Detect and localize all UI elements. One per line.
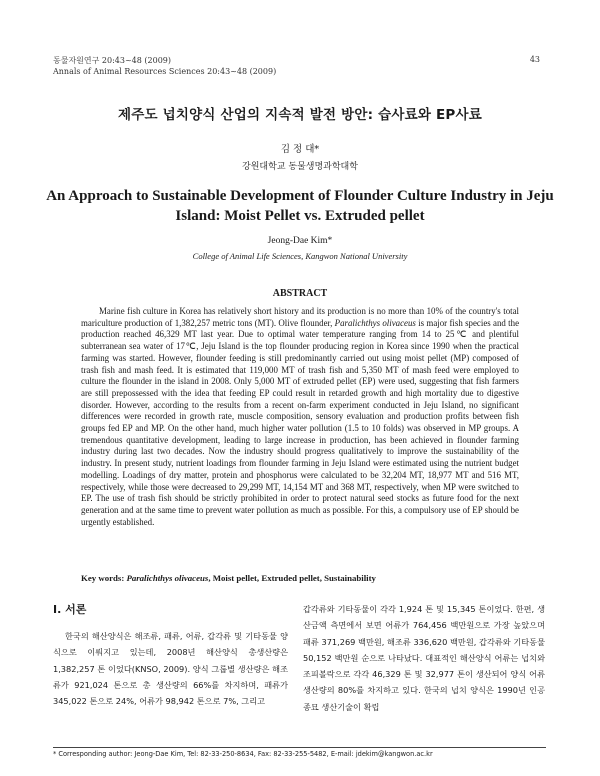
abstract-text-2: is major fish species and the production reached 46,329 MT last year. Due to optimal water temperature ranging from 14 to 25℃ and plentiful subterranean sea water of 17℃, Jeju Island is the top flounder producing region in Korea since 1990 when the practical farming was started. However, flounder feeding is still predominantly carried out using moist pellet (MP) composed of trash fish and mash feed. It is estimated that 119,000 MT of trash fish and 5,350 MT of mash feed were employed to culture the flounder in the island in 2008. Only 5,000 MT of extruded pellet (EP) were used, suggesting that fish farmers are still prepossessed with the idea that feeding EP could result in retarded growth and high mortality due to digestive disorder. However, according to the results from a recent on-farm experiment conducted in Jeju Island, no significant differences were recorded in growth rate, muscle composition, sensory evaluation and production profits between fish groups fed EP and MP. On the other hand, much higher water pollution (1.5 to 10 folds) was observed in MP groups. A tremendous quantitative development, leading to large increase in production, has been achieved in flounder farming industry during last two decades. Now the industry should progress qualitatively to improve the sustainability of the industry. In present study, nutrient loadings from flounder farming in Jeju Island were estimated using the nutrient budget modelling. Loadings of dry matter, protein and phosphorus were calculated to be 32,204 MT, 18,977 MT and 516 MT, respectively, while those were decreased to 29,299 MT, 14,154 MT and 368 MT, respectively, when MP were switched to EP. The use of trash fish should be strictly prohibited in order to protect natural seed stocks as future food for the next generation and at the same time to prevent water pollution as much as possible. For this, a compulsory use of EP should be urgently established. <box>81 317 520 527</box>
intro-right-column: 갑각류와 기타동물이 각각 1,924 톤 및 15,345 톤이었다. 한편, 생산금액 측면에서 보면 어류가 764,456 백만원으로 가장 높았으며 패류 371,269 백만원, 해조류 336,620 백만원, 갑각류와 기타동물 50,152 백만원 순으로 나타났다. 대표적인 해산양식 어류는 넙치와 조피볼락으로 각각 46,329 톤 및 32,977 톤이 생산되어 양식 어류 생산량의 80%를 차지하고 있다. 한국의 넙치 양식은 1990년 인공종묘 생산기술이 확립 <box>303 604 545 712</box>
section-heading-intro: Ⅰ. 서론 <box>53 603 87 616</box>
korean-author: 김 정 대* <box>280 144 320 155</box>
keywords <box>81 573 541 583</box>
journal-header-en: Annals of Animal Resources Sciences 20:43~48 (2009) <box>53 67 277 76</box>
english-title: An Approach to Sustainable Development of Flounder Culture Industry in Jeju Island: Moist Pellet vs. Extruded pellet <box>46 188 554 224</box>
footnote-divider <box>53 747 546 748</box>
journal-header-kr: 동물자원연구 20:43~48 (2009) <box>53 56 171 65</box>
keywords-species: Paralichthys olivaceus <box>126 573 209 583</box>
english-affiliation: College of Animal Life Sciences, Kangwon National University <box>192 251 408 261</box>
abstract-species: Paralichthys olivaceus <box>334 317 416 328</box>
keywords-list: , Moist pellet, Extruded pellet, Sustainability <box>208 573 376 583</box>
abstract-text-1: Marine fish culture in Korea has relatively short history and its production is no more than 10% of the country's total mariculture production of 1,382,257 metric tons (MT). Olive flounder, <box>81 306 519 328</box>
english-author: Jeong-Dae Kim* <box>267 236 333 246</box>
corresponding-author-footnote: * Corresponding author: Jeong-Dae Kim, Tel: 82-33-250-8634, Fax: 82-33-255-5482, E-mail: jdekim@kangwon.ac.kr <box>53 750 433 758</box>
korean-title: 제주도 넙치양식 산업의 지속적 발전 방안: 습사료와 EP사료 <box>118 107 482 123</box>
page-number: 43 <box>529 55 540 64</box>
intro-left-column: 한국의 해산양식은 해조류, 패류, 어류, 갑각류 및 기타동물 양식으로 이뤄지고 있는데, 2008년 해산양식 총생산량은 1,382,257 톤 이었다(KNSO, 2009). 양식 그룹별 생산량은 해조류가 921,024 톤으로 총 생산량의 66%를 차지하며, 패류가 345,022 톤으로 24%, 어류가 98,942 톤으로 7%, 그리고 <box>53 631 288 707</box>
keywords-label: Key words: <box>81 573 127 583</box>
korean-affiliation: 강원대학교 동물생명과학대학 <box>242 162 358 172</box>
abstract-body <box>81 306 519 528</box>
abstract-heading: ABSTRACT <box>272 288 328 299</box>
